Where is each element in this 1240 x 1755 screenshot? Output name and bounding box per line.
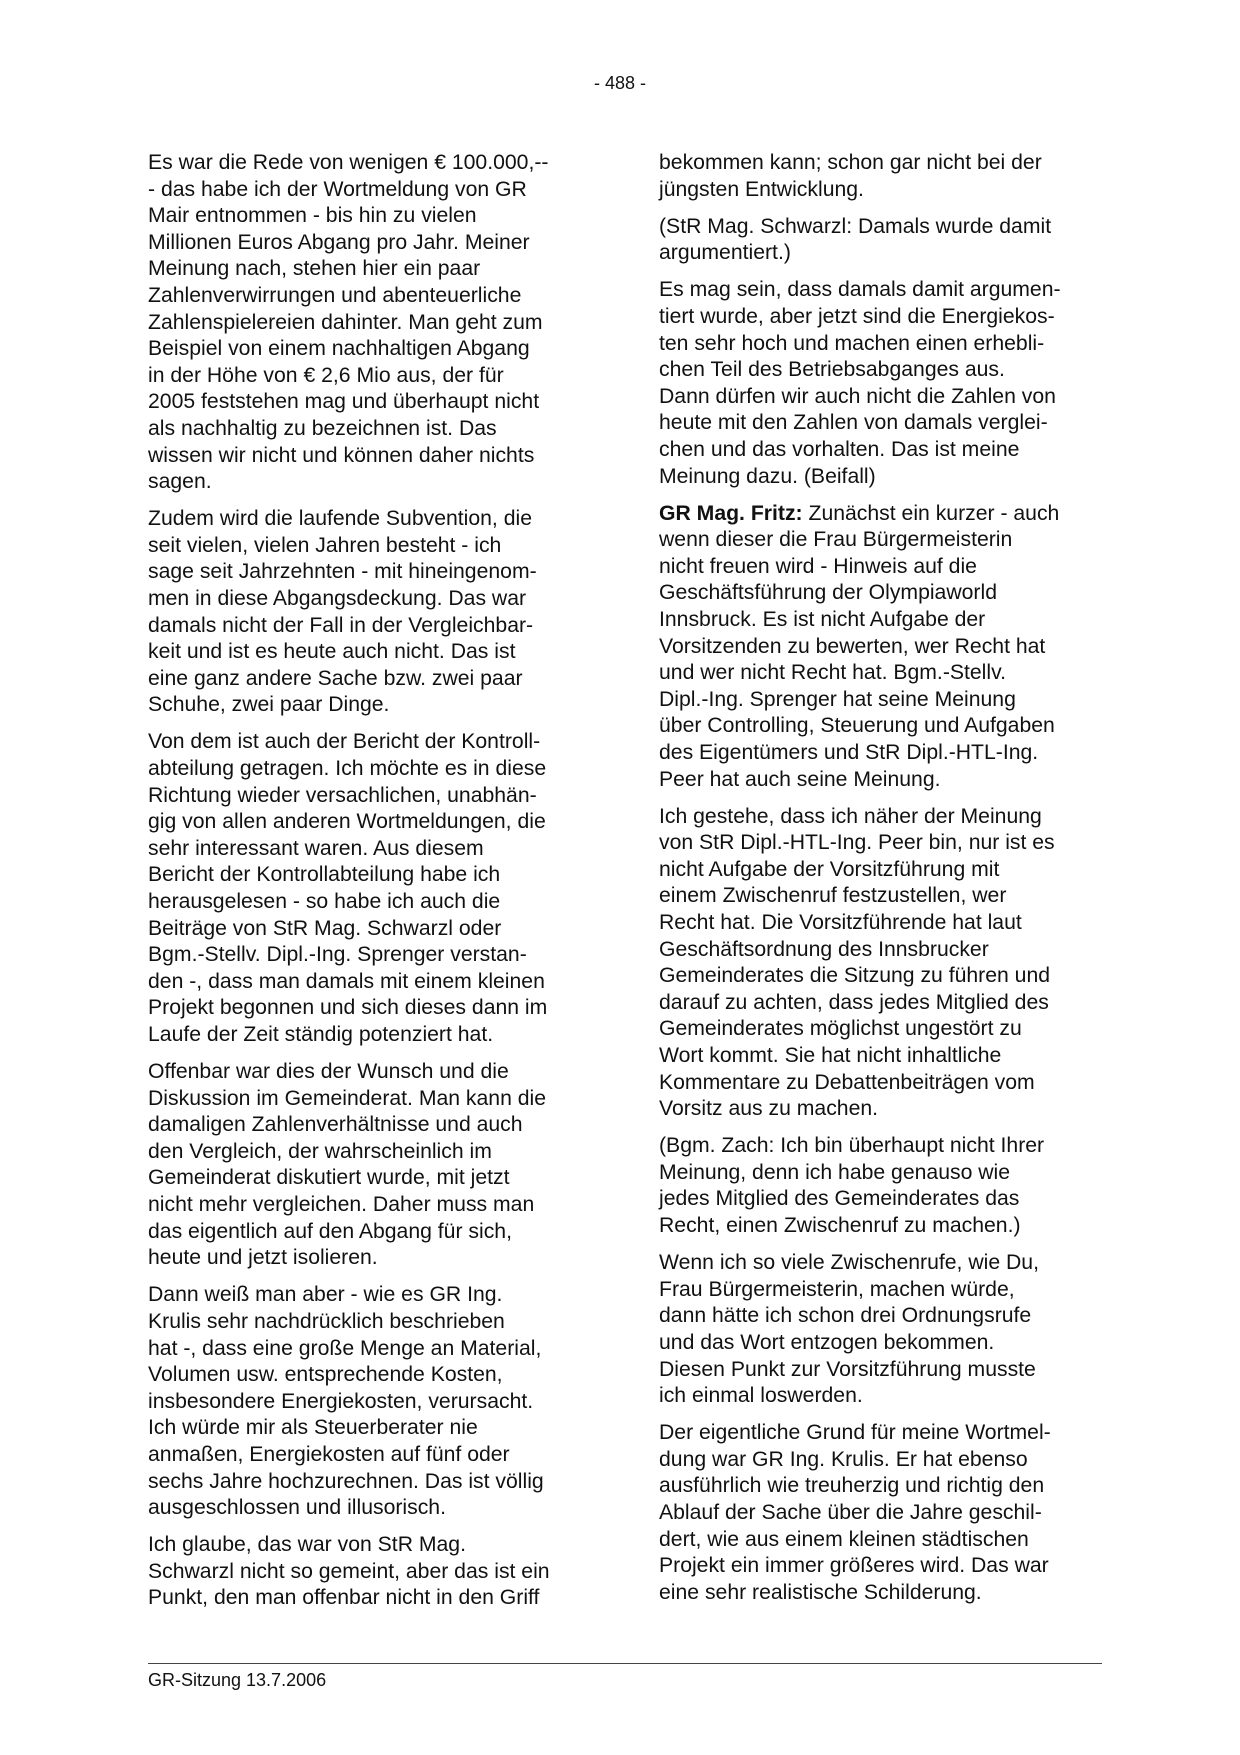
- text-line: des Eigentümers und StR Dipl.-HTL-Ing.: [659, 740, 1039, 764]
- paragraph: [659, 804, 1105, 1123]
- text-line: dert, wie aus einem kleinen städtischen: [659, 1527, 1029, 1551]
- paragraph: [148, 150, 594, 496]
- text-line: von StR Dipl.-HTL-Ing. Peer bin, nur ist es: [659, 831, 1055, 855]
- text-line: Ablauf der Sache über die Jahre geschil-: [659, 1501, 1042, 1524]
- text-line: herausgelesen - so habe ich auch die: [148, 890, 501, 914]
- text-line: einem Zwischenruf festzustellen, wer: [659, 884, 1007, 908]
- paragraph: [148, 506, 594, 719]
- text-line: Diskussion im Gemeinderat. Man kann die: [148, 1086, 547, 1110]
- text-line: und wer nicht Recht hat. Bgm.-Stellv.: [659, 661, 1006, 685]
- text-line: Gemeinderates möglichst ungestört zu: [659, 1017, 1022, 1041]
- right-column: [659, 150, 1105, 1617]
- text-line: heute und jetzt isolieren.: [148, 1246, 378, 1270]
- text-line: sehr interessant waren. Aus diesem: [148, 836, 484, 860]
- text-line: Vorsitzenden zu bewerten, wer Recht hat: [659, 634, 1046, 658]
- paragraph: [148, 1282, 594, 1521]
- text-line: Bericht der Kontrollabteilung habe ich: [148, 863, 501, 887]
- text-line: Diesen Punkt zur Vorsitzführung musste: [659, 1357, 1036, 1381]
- text-line: insbesondere Energiekosten, verursacht.: [148, 1389, 534, 1413]
- text-line: argumentiert.): [659, 241, 791, 265]
- text-line: Der eigentliche Grund für meine Wortmel-: [659, 1421, 1051, 1445]
- paragraph: [659, 277, 1105, 490]
- text-line: tiert wurde, aber jetzt sind die Energiekos-: [659, 304, 1055, 328]
- text-line: Innsbruck. Es ist nicht Aufgabe der: [659, 608, 986, 631]
- text-line: wenn dieser die Frau Bürgermeisterin: [659, 528, 1013, 552]
- text-line: Vorsitz aus zu machen.: [659, 1097, 879, 1121]
- text-line: Millionen Euros Abgang pro Jahr. Meiner: [148, 230, 530, 254]
- text-line: jedes Mitglied des Gemeinderates das: [659, 1187, 1020, 1211]
- text-line: Richtung wieder versachlichen, unabhän-: [148, 783, 537, 807]
- text-line: als nachhaltig zu bezeichnen ist. Das: [148, 416, 497, 440]
- text-line: Ich würde mir als Steuerberater nie: [148, 1416, 478, 1440]
- text-line: Punkt, den man offenbar nicht in den Griff: [148, 1586, 540, 1610]
- text-line: nicht Aufgabe der Vorsitzführung mit: [659, 857, 1000, 881]
- text-line: hat -, dass eine große Menge an Material,: [148, 1336, 542, 1360]
- text-line: ten sehr hoch und machen einen erhebli-: [659, 331, 1045, 355]
- text-line: Es mag sein, dass damals damit argumen-: [659, 278, 1061, 302]
- text-line: Zahlenverwirrungen und abenteuerliche: [148, 283, 522, 307]
- text-line: Volumen usw. entsprechende Kosten,: [148, 1363, 503, 1387]
- text-line: Frau Bürgermeisterin, machen würde,: [659, 1277, 1015, 1301]
- text-line: Es war die Rede von wenigen € 100.000,--: [148, 151, 549, 174]
- text-line: Schwarzl nicht so gemeint, aber das ist ein: [148, 1559, 550, 1583]
- text-line: keit und ist es heute auch nicht. Das ist: [148, 640, 516, 664]
- text-line: ausführlich wie treuherzig und richtig den: [659, 1474, 1045, 1498]
- text-line: Meinung, denn ich habe genauso wie: [659, 1160, 1011, 1184]
- text-line: Meinung nach, stehen hier ein paar: [148, 257, 481, 281]
- text-line: den Vergleich, der wahrscheinlich im: [148, 1139, 492, 1163]
- text-line: Mair entnommen - bis hin zu vielen: [148, 204, 477, 228]
- paragraph: [659, 1250, 1105, 1410]
- text-line: Dann dürfen wir auch nicht die Zahlen von: [659, 384, 1056, 408]
- speaker-name: GR Mag. Fritz:: [659, 501, 803, 525]
- text-line: das eigentlich auf den Abgang für sich,: [148, 1219, 512, 1243]
- text-line: über Controlling, Steuerung und Aufgaben: [659, 714, 1055, 738]
- text-line: Schuhe, zwei paar Dinge.: [148, 693, 390, 717]
- page-number: - 488 -: [593, 73, 647, 93]
- text-line: Laufe der Zeit ständig potenziert hat.: [148, 1023, 494, 1046]
- text-line: Beispiel von einem nachhaltigen Abgang: [148, 337, 530, 361]
- text-line: wissen wir nicht und können daher nichts: [148, 443, 535, 467]
- text-line: damals nicht der Fall in der Vergleichbar-: [148, 613, 534, 637]
- text-line: Meinung dazu. (Beifall): [659, 464, 876, 488]
- text-line: seit vielen, vielen Jahren besteht - ich: [148, 533, 502, 557]
- paragraph: [659, 214, 1105, 267]
- text-line: Offenbar war dies der Wunsch und die: [148, 1060, 509, 1084]
- text-line: in der Höhe von € 2,6 Mio aus, der für: [148, 363, 504, 387]
- text-line: Recht, einen Zwischenruf zu machen.): [659, 1214, 1021, 1238]
- text-line: Kommentare zu Debattenbeiträgen vom: [659, 1070, 1035, 1094]
- text-line: sagen.: [148, 470, 212, 494]
- text-line: ich einmal loswerden.: [659, 1384, 863, 1408]
- text-line: Dann weiß man aber - wie es GR Ing.: [148, 1283, 503, 1307]
- text-line: bekommen kann; schon gar nicht bei der: [659, 151, 1042, 174]
- text-line: Zudem wird die laufende Subvention, die: [148, 507, 532, 531]
- text-line: Zahlenspielereien dahinter. Man geht zum: [148, 310, 543, 334]
- text-line: Ich gestehe, dass ich näher der Meinung: [659, 804, 1042, 828]
- text-line: Peer hat auch seine Meinung.: [659, 767, 941, 791]
- text-line: Geschäftsführung der Olympiaworld: [659, 581, 997, 605]
- paragraph: [659, 1133, 1105, 1239]
- text-line: dann hätte ich schon drei Ordnungsrufe: [659, 1304, 1032, 1328]
- text-line: anmaßen, Energiekosten auf fünf oder: [148, 1442, 510, 1466]
- text-line: dung war GR Ing. Krulis. Er hat ebenso: [659, 1447, 1028, 1471]
- paragraph: [148, 1532, 594, 1612]
- paragraph: [659, 1420, 1105, 1606]
- text-line: chen Teil des Betriebsabganges aus.: [659, 358, 1005, 382]
- text-line: jüngsten Entwicklung.: [659, 177, 864, 201]
- text-line: 2005 feststehen mag und überhaupt nicht: [148, 390, 540, 414]
- paragraph: [148, 729, 594, 1048]
- text-line: Gemeinderat diskutiert wurde, mit jetzt: [148, 1166, 510, 1190]
- text-line: Bgm.-Stellv. Dipl.-Ing. Sprenger verstan-: [148, 943, 527, 967]
- text-line: men in diese Abgangsdeckung. Das war: [148, 587, 527, 610]
- text-line: heute mit den Zahlen von damals verglei-: [659, 411, 1048, 435]
- text-line: Dipl.-Ing. Sprenger hat seine Meinung: [659, 687, 1016, 711]
- text-line: Ich glaube, das war von StR Mag.: [148, 1533, 466, 1557]
- text-line: ausgeschlossen und illusorisch.: [148, 1496, 446, 1520]
- text-line: Recht hat. Die Vorsitzführende hat laut: [659, 911, 1022, 935]
- text-line: eine sehr realistische Schilderung.: [659, 1580, 982, 1604]
- text-line: Wort kommt. Sie hat nicht inhaltliche: [659, 1044, 1002, 1067]
- text-line: darauf zu achten, dass jedes Mitglied des: [659, 990, 1049, 1014]
- text-line: nicht freuen wird - Hinweis auf die: [659, 554, 977, 578]
- text-line: [659, 501, 1105, 528]
- text-line: Beiträge von StR Mag. Schwarzl oder: [148, 916, 502, 940]
- text-line: damaligen Zahlenverhältnisse und auch: [148, 1113, 523, 1137]
- text-line: gig von allen anderen Wortmeldungen, die: [148, 810, 546, 834]
- text-line: Gemeinderates die Sitzung zu führen und: [659, 964, 1051, 988]
- text-line: eine ganz andere Sache bzw. zwei paar: [148, 666, 523, 690]
- text-line: und das Wort entzogen bekommen.: [659, 1330, 995, 1354]
- text-line: (StR Mag. Schwarzl: Damals wurde damit: [659, 214, 1052, 238]
- footer-divider: [148, 1663, 1102, 1664]
- footer-session-date: GR-Sitzung 13.7.2006: [148, 1670, 327, 1690]
- text-line: nicht mehr vergleichen. Daher muss man: [148, 1193, 535, 1217]
- text-line: Wenn ich so viele Zwischenrufe, wie Du,: [659, 1251, 1039, 1275]
- text-line: sechs Jahre hochzurechnen. Das ist völlig: [148, 1469, 544, 1493]
- text-line: Projekt ein immer größeres wird. Das war: [659, 1554, 1049, 1578]
- speaker-text: Zunächst ein kurzer - auch: [802, 501, 1060, 525]
- text-line: Krulis sehr nachdrücklich beschrieben: [148, 1309, 505, 1333]
- text-line: sage seit Jahrzehnten - mit hineingenom-: [148, 560, 537, 584]
- text-line: Von dem ist auch der Bericht der Kontroll-: [148, 730, 541, 754]
- paragraph: [659, 501, 1105, 794]
- text-line: Geschäftsordnung des Innsbrucker: [659, 937, 989, 961]
- text-line: (Bgm. Zach: Ich bin überhaupt nicht Ihrer: [659, 1134, 1045, 1158]
- text-line: Projekt begonnen und sich dieses dann im: [148, 996, 548, 1020]
- paragraph: [148, 1059, 594, 1272]
- text-line: abteilung getragen. Ich möchte es in diese: [148, 757, 547, 781]
- text-line: - das habe ich der Wortmeldung von GR: [148, 177, 527, 201]
- text-line: chen und das vorhalten. Das ist meine: [659, 437, 1020, 461]
- left-column: [148, 150, 594, 1622]
- text-line: den -, dass man damals mit einem kleinen: [148, 969, 545, 993]
- paragraph: [659, 150, 1105, 203]
